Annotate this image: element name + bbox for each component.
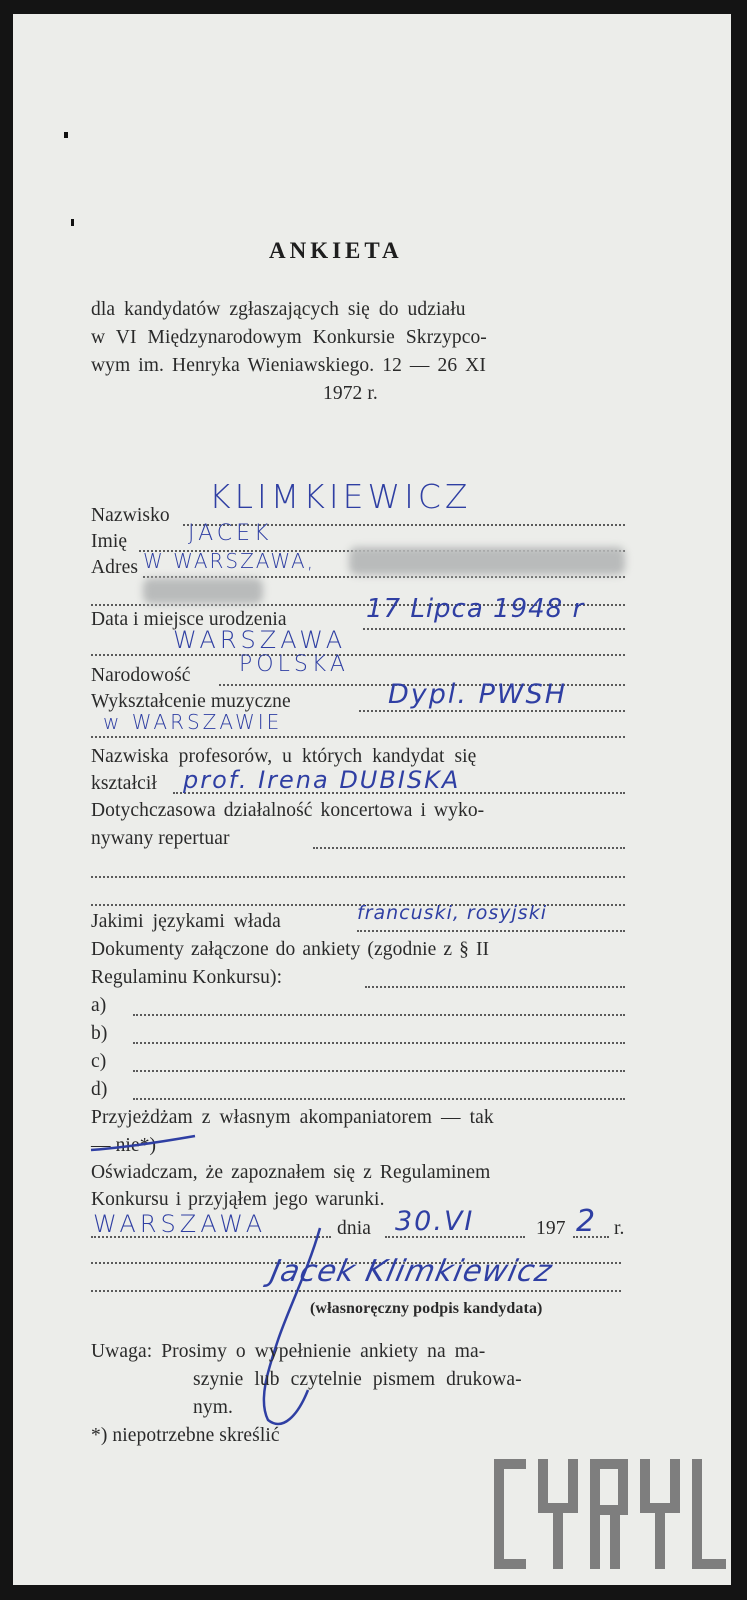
surname-label: Nazwisko: [91, 505, 170, 526]
doc-d-label: d): [91, 1079, 108, 1100]
date-day-label: dnia: [337, 1218, 371, 1239]
accompanist-label-1: Przyjeżdżam z własnym akompaniatorem — tak: [91, 1107, 494, 1128]
intro-line-1: dla kandydatów zgłaszających się do udziału: [91, 299, 466, 320]
intro-line-2: w VI Międzynarodowym Konkursie Skrzypco-: [91, 327, 487, 348]
questionnaire-card: [13, 14, 731, 1585]
activity-line-2: [91, 876, 625, 878]
punch-mark-2: [71, 219, 74, 226]
languages-line: [357, 930, 625, 932]
note-line-1: Uwaga: Prosimy o wypełnienie ankiety na ma-: [91, 1341, 486, 1362]
activity-line-1: [313, 847, 625, 849]
redacted-address: [349, 547, 625, 575]
signature-caption: (własnoręczny podpis kandydata): [310, 1300, 543, 1317]
education-label: Wykształcenie muzyczne: [91, 691, 291, 712]
doc-d-line: [133, 1098, 625, 1100]
footnote: *) niepotrzebne skreślić: [91, 1425, 280, 1446]
note-line-2: szynie lub czytelnie pismem drukowa-: [193, 1369, 522, 1390]
intro-line-3: wym im. Henryka Wieniawskiego. 12 — 26 XI: [91, 355, 486, 376]
doc-a-line: [133, 1014, 625, 1016]
languages-label: Jakimi językami włada: [91, 911, 281, 932]
activity-label-1: Dotychczasowa działalność koncertowa i wyko-: [91, 800, 485, 821]
languages-value: francuski, rosyjski: [357, 902, 547, 924]
birth-line: [363, 628, 625, 630]
birth-date-value: 17 Lipca 1948 r: [366, 594, 585, 624]
professor-value: prof. Irena DUBISKA: [183, 766, 461, 794]
documents-label-1: Dokumenty załączone do ankiety (zgodnie z § II: [91, 939, 490, 960]
documents-label-2: Regulaminu Konkursu):: [91, 967, 283, 988]
professors-label-1: Nazwiska profesorów, u których kandydat się: [91, 746, 477, 767]
signature-stroke: [238, 1210, 358, 1440]
birth-label: Data i miejsce urodzenia: [91, 609, 287, 630]
nationality-value: POLSKA: [239, 652, 349, 677]
activity-label-2: nywany repertuar: [91, 828, 230, 849]
declaration-label-2: Konkursu i przyjąłem jego warunki.: [91, 1189, 385, 1210]
doc-a-label: a): [91, 995, 107, 1016]
note-line-3: nym.: [193, 1397, 233, 1418]
doc-c-line: [133, 1070, 625, 1072]
education-value-2: w WARSZAWIE: [103, 710, 283, 734]
birth-line-2: [91, 654, 625, 656]
cyryl-watermark: [494, 1459, 730, 1569]
signature-value: Jacek Klimkiewicz: [267, 1254, 556, 1289]
documents-line: [365, 986, 625, 988]
professors-label-2: kształcił: [91, 773, 157, 794]
punch-mark-1: [64, 132, 68, 138]
doc-b-label: b): [91, 1023, 108, 1044]
place-value: WARSZAWA: [93, 1210, 267, 1238]
doc-b-line: [133, 1042, 625, 1044]
nationality-label: Narodowość: [91, 665, 191, 686]
form-title: ANKIETA: [269, 238, 403, 263]
education-value-1: Dypl. PWSH: [388, 679, 567, 710]
first-name-value: JACEK: [188, 521, 273, 546]
year-suffix: r.: [614, 1218, 625, 1239]
strike-through-mark: [89, 1128, 199, 1158]
address-city-value: W WARSZAWA,: [143, 549, 316, 573]
declaration-label-1: Oświadczam, że zapoznałem się z Regulaminem: [91, 1162, 491, 1183]
first-name-label: Imię: [91, 531, 128, 552]
year-digit-value: 2: [576, 1204, 599, 1239]
day-value: 30.VI: [395, 1206, 475, 1237]
birth-place-value: WARSZAWA: [173, 626, 347, 654]
surname-value: KLIMKIEWICZ: [209, 477, 472, 516]
redacted-address-2: [143, 578, 263, 604]
education-line-2: [91, 736, 625, 738]
year-prefix: 197: [536, 1218, 566, 1239]
doc-c-label: c): [91, 1051, 107, 1072]
education-line: [359, 710, 625, 712]
accompanist-label-2: — nie*): [91, 1135, 157, 1156]
address-label: Adres: [91, 557, 139, 578]
intro-line-4: 1972 r.: [323, 383, 378, 404]
